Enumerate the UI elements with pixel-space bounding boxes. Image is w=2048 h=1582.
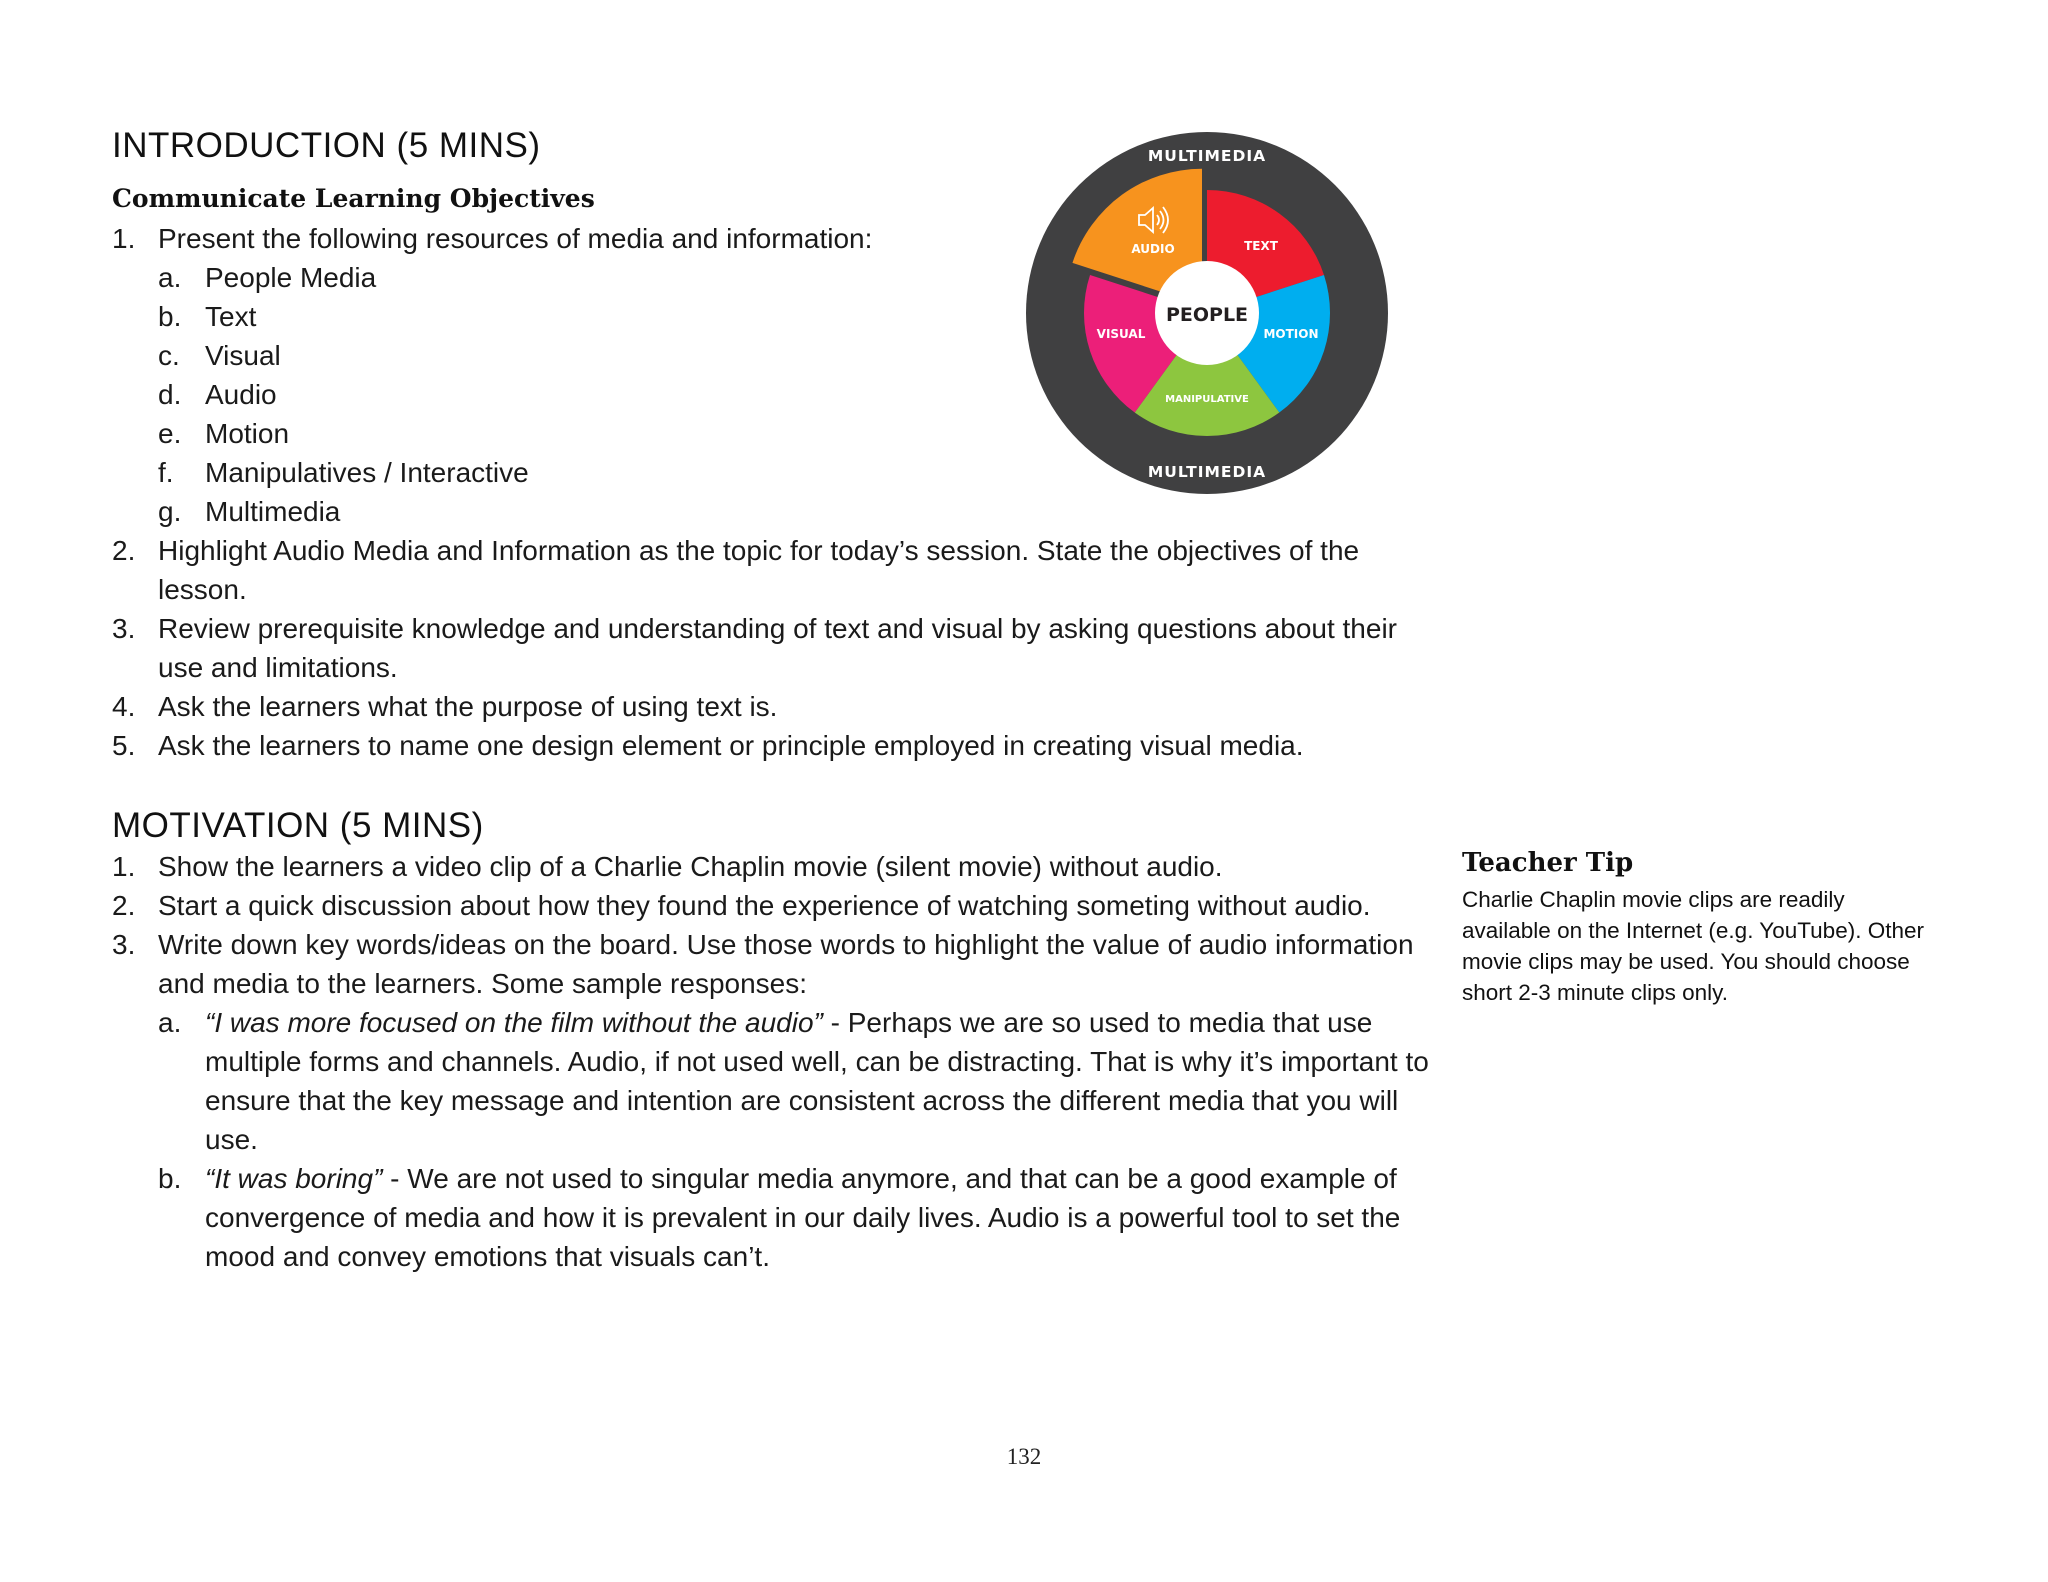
- sublist-letter: g.: [158, 496, 182, 527]
- list-item-text: Ask the learners to name one design element or principle employed in creating visual media.: [158, 730, 1304, 761]
- list-item-text: Write down key words/ideas on the board. Use those words to highlight the value of audio information and media to the learners. Some sample responses:: [158, 929, 1414, 999]
- introduction-heading: INTRODUCTION (5 MINS): [112, 126, 541, 165]
- list-number: 5.: [112, 730, 136, 761]
- sublist-item-text: People Media: [205, 262, 377, 293]
- sublist-letter: a.: [158, 262, 182, 293]
- list-item-text: Highlight Audio Media and Information as the topic for today’s session. State the objectives of the lesson.: [158, 535, 1360, 605]
- teacher-tip-body: Charlie Chaplin movie clips are readily available on the Internet (e.g. YouTube). Other movie clips may be used. You should choose short 2-3 minute clips only.: [1462, 887, 1924, 1005]
- sublist-item-text: Manipulatives / Interactive: [205, 457, 529, 488]
- list-item-text: Review prerequisite knowledge and understanding of text and visual by asking questions about their use and limitations.: [158, 613, 1397, 683]
- motivation-heading: MOTIVATION (5 MINS): [112, 806, 484, 845]
- sublist-item: [158, 492, 1442, 531]
- people-label: PEOPLE: [1165, 304, 1249, 326]
- list-item: [112, 847, 1442, 886]
- learning-objectives-subheading: Communicate Learning Objectives: [112, 184, 595, 213]
- sublist-letter: c.: [158, 340, 180, 371]
- sample-response-text: - Perhaps we are so used to media that use multiple forms and channels. Audio, if not used well, can be distracting. That is why it’s important to ensure that the key message and intention are consistent across the different media that you will use.: [205, 1007, 1429, 1155]
- list-number: 3.: [112, 613, 136, 644]
- list-number: 2.: [112, 890, 136, 921]
- sublist-item: [158, 1159, 1442, 1276]
- visual-label: VISUAL: [1096, 327, 1146, 341]
- sublist-item-text: Motion: [205, 418, 290, 449]
- list-number: 1.: [112, 223, 136, 254]
- teacher-tip-title: Teacher Tip: [1462, 848, 1634, 878]
- list-item: [112, 886, 1442, 925]
- list-item-text: Ask the learners what the purpose of using text is.: [158, 691, 778, 722]
- list-number: 2.: [112, 535, 136, 566]
- sublist-letter: b.: [158, 1163, 182, 1194]
- multimedia-bottom-label: MULTIMEDIA: [1147, 463, 1267, 481]
- list-item-text: Start a quick discussion about how they found the experience of watching someting without audio.: [158, 890, 1371, 921]
- motion-label: MOTION: [1263, 327, 1319, 341]
- list-item: [112, 726, 1442, 765]
- list-item-text: Show the learners a video clip of a Charlie Chaplin movie (silent movie) without audio.: [158, 851, 1223, 882]
- list-number: 1.: [112, 851, 136, 882]
- sublist-item-text: Audio: [205, 379, 277, 410]
- sample-response-quote: “It was boring”: [205, 1163, 383, 1194]
- sublist-item-text: Text: [205, 301, 257, 332]
- page-number: 132: [1006, 1444, 1042, 1469]
- list-item: [112, 687, 1442, 726]
- list-item: [112, 609, 1442, 687]
- sublist-letter: f.: [158, 457, 174, 488]
- sublist-letter: d.: [158, 379, 182, 410]
- list-item: [112, 925, 1442, 1276]
- list-number: 3.: [112, 929, 136, 960]
- list-item-text: Present the following resources of media and information:: [158, 223, 873, 254]
- sample-response-text: - We are not used to singular media anymore, and that can be a good example of convergence of media and how it is prevalent in our daily lives. Audio is a powerful tool to set the mood and convey emotions that visuals can’t.: [205, 1163, 1401, 1272]
- manipulative-label: MANIPULATIVE: [1165, 394, 1249, 405]
- sublist-letter: e.: [158, 418, 182, 449]
- list-item: [112, 531, 1442, 609]
- sublist-item-text: Multimedia: [205, 496, 341, 527]
- sublist-item: [158, 1003, 1442, 1159]
- motivation-list: [112, 847, 1442, 1276]
- list-number: 4.: [112, 691, 136, 722]
- media-wheel-diagram: [1026, 132, 1388, 494]
- sublist-item-text: Visual: [205, 340, 281, 371]
- teacher-tip: [1462, 848, 1932, 1008]
- sublist-letter: b.: [158, 301, 182, 332]
- multimedia-top-label: MULTIMEDIA: [1147, 147, 1267, 165]
- text-label: TEXT: [1244, 239, 1278, 253]
- audio-label: AUDIO: [1131, 242, 1175, 256]
- sublist-letter: a.: [158, 1007, 182, 1038]
- sample-responses-sublist: [158, 1003, 1442, 1276]
- sample-response-quote: “I was more focused on the film without the audio”: [205, 1007, 823, 1038]
